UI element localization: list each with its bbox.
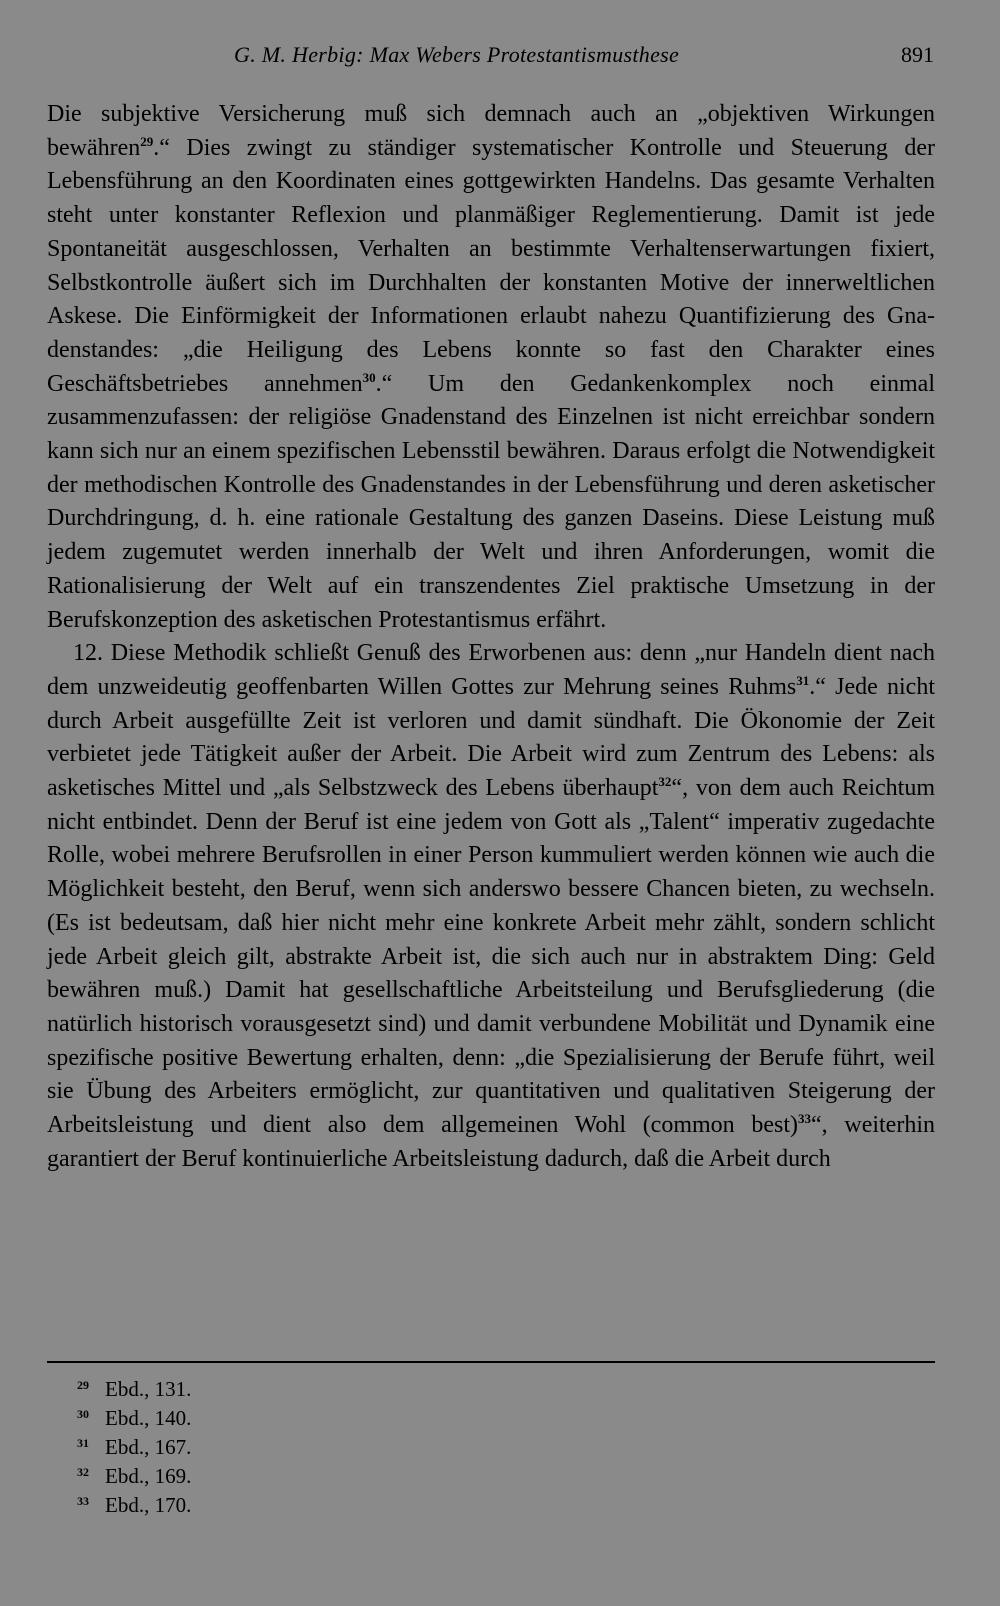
running-title: G. M. Herbig: Max Webers Protestantismusthese bbox=[234, 42, 680, 67]
footnote-reference: 30 bbox=[362, 369, 376, 385]
footnote-number: 29 bbox=[77, 1378, 89, 1392]
footnotes bbox=[77, 1373, 577, 1518]
paragraph-text: .“ Um den Gedankenkomplex noch einmal zusammenzufassen: der religiöse Gnadenstand des Einzelnen ist nicht erreichbar sondern kann sich nur an einem spezifischen Lebensstil bewähren. Daraus erfolgt die Notwendigkeit der methodischen Kontrolle des Gnadenstandes in der Lebensführung und deren asketischer Durchdringung, d. h. eine rationale Gestaltung des ganzen Daseins. Diese Leistung muß jedem zugemutet werden innerhalb der Welt und ihren Anforderungen, womit die Rationalisierung der Welt auf ein transzendentes Ziel praktische Umsetzung in der Berufskonzeption des asketischen Protestantismus erfährt. bbox=[47, 370, 935, 633]
footnote bbox=[77, 1460, 577, 1489]
footnote bbox=[77, 1402, 577, 1431]
paragraph-text: 12. Diese Methodik schließt Genuß des Erworbenen aus: denn „nur Handeln dient nach dem unzweideutig geoffenbarten Willen Gottes zur Mehrung seines Ruhms bbox=[47, 640, 935, 700]
paragraph-text: “, von dem auch Reichtum nicht entbindet. Denn der Beruf ist eine jedem von Gott als „Talent“ imperativ zugedachte Rolle, wobei mehrere Berufsrollen in einer Person kummuliert werden können wie auch die Möglichkeit besteht, den Beruf, wenn sich anderswo bessere Chancen bieten, zu wechseln. (Es ist bedeutsam, daß hier nicht mehr eine konkrete Arbeit mehr zählt, sondern schlicht jede Arbeit gleich gilt, abstrakte Arbeit ist, die sich auch nur in abstraktem Ding: Geld bewähren muß.) Damit hat gesellschaftliche Arbeitsteilung und Berufsgliederung (die natürlich historisch vorausgesetzt sind) und damit verbundene Mobilität und Dynamik eine spezifische positive Bewertung erhalten, denn: „die Spezialisierung der Berufe führt, weil sie Übung des Arbeiters ermöglicht, zur quantitativen und qualitativen Steigerung der Arbeitsleistung und dient also dem allgemeinen Wohl (common best) bbox=[47, 775, 936, 1139]
footnote-text: Ebd., 167. bbox=[105, 1435, 192, 1459]
paragraph-1 bbox=[47, 98, 935, 637]
footnote-reference: 32 bbox=[658, 774, 672, 790]
footnote-number: 31 bbox=[77, 1436, 89, 1450]
footnote-text: Ebd., 140. bbox=[105, 1406, 192, 1430]
footnote-text: Ebd., 169. bbox=[105, 1464, 192, 1488]
footnote-text: Ebd., 131. bbox=[105, 1377, 192, 1401]
page-number: 891 bbox=[901, 42, 934, 67]
footnote bbox=[77, 1489, 577, 1518]
footnote-reference: 31 bbox=[796, 672, 810, 688]
paragraph-2 bbox=[47, 637, 935, 1176]
footnote-number: 33 bbox=[77, 1494, 89, 1508]
paragraph-text: .“ Jede nicht durch Arbeit ausgefüllte Zeit ist verloren und damit sündhaft. Die Ökonomie der Zeit verbietet jede Tätigkeit außer der Arbeit. Die Arbeit wird zum Zentrum des Lebens: als asketisches Mittel und „als Selbstzweck des Lebens überhaupt bbox=[47, 673, 935, 802]
page-header bbox=[0, 42, 1000, 74]
footnote-number: 30 bbox=[77, 1407, 89, 1421]
footnote-number: 32 bbox=[77, 1465, 89, 1479]
paragraph-text: Die subjektive Versicherung muß sich demnach auch an „objektiven Wirkungen bewähren bbox=[47, 101, 935, 161]
footnote-separator bbox=[47, 1361, 935, 1363]
footnote-text: Ebd., 170. bbox=[105, 1493, 192, 1517]
footnote bbox=[77, 1373, 577, 1402]
body-text bbox=[47, 98, 935, 1177]
footnote bbox=[77, 1431, 577, 1460]
paragraph-text: “, weiterhin garantiert der Beruf kontinuierliche Arbeitsleistung dadurch, daß die Arbeit durch bbox=[47, 1112, 935, 1172]
footnote-reference: 33 bbox=[798, 1111, 812, 1127]
paragraph-text: .“ Dies zwingt zu ständiger systematischer Kontrolle und Steuerung der Lebensführung an den Koordinaten eines gottgewirkten Handelns. Das gesamte Verhalten steht unter konstanter Reflexion und planmäßiger Reglementierung. Damit ist jede Spontaneität ausgeschlossen, Verhalten an bestimmte Verhaltenserwartungen fixiert, Selbstkontrolle äußert sich im Durchhalten der konstanten Motive der innerweltlichen Askese. Die Einförmigkeit der Informationen erlaubt nahezu Quantifizierung des Gnadenstandes: „die Heiligung des Lebens konnte so fast den Charakter eines Geschäftsbetriebes annehmen bbox=[47, 134, 935, 397]
footnote-reference: 29 bbox=[140, 133, 154, 149]
